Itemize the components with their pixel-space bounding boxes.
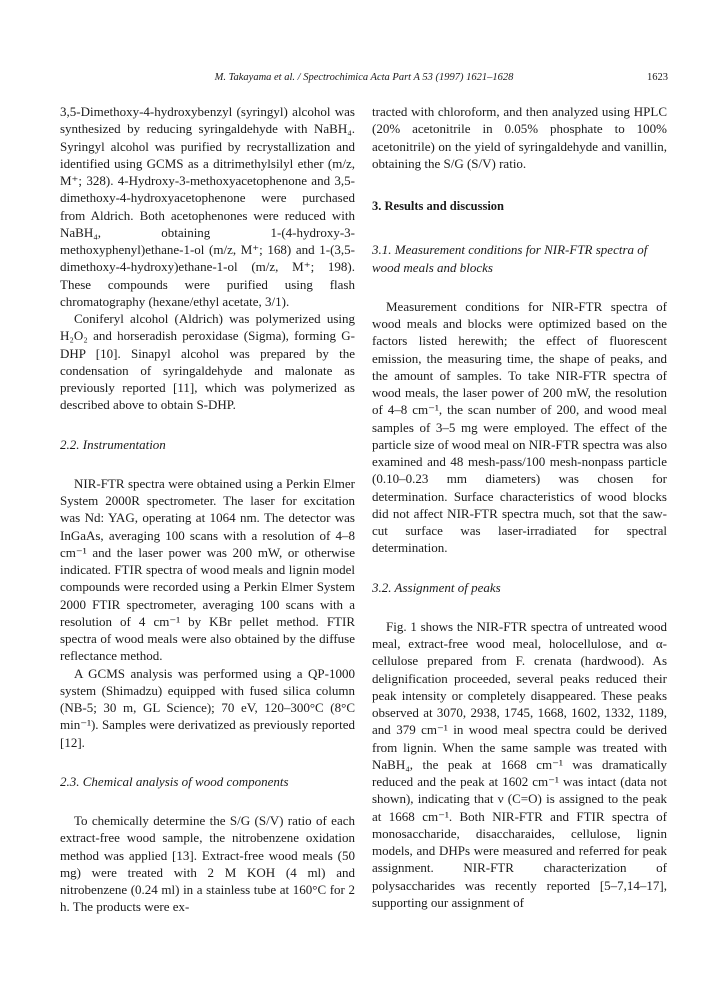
running-header: [60, 70, 668, 86]
paragraph-peak-assignment: Fig. 1 shows the NIR-FTR spectra of untreated wood meal, extract-free wood meal, holocellulose, and α-cellulose prepared from F. crenata (hardwood). As delignification proceeded, several peaks reduced their peak intensity or completely disappeared. These peaks observed at 3070, 2938, 1745, 1668, 1602, 1332, 1189, and 379 cm⁻¹ in wood meal spectra could be derived from lignin. When the same sample was treated with NaBH₄, the peak at 1668 cm⁻¹ was dramatically reduced and the peak at 1602 cm⁻¹ was intact (data not shown), indicating that ν (C=O) is assigned to the peak at 1668 cm⁻¹. Both NIR-FTR and FTIR spectra of monosaccharide, disaccharaides, cellulose, lignin models, and DHPs were measured and referred for peak assignment. NIR-FTR characterization of polysaccharides was recently reported [5–7,14–17], supporting our assignment of: [372, 618, 667, 910]
paragraph-syringyl-synthesis: 3,5-Dimethoxy-4-hydroxybenzyl (syringyl) alcohol was synthesized by reducing syringaldehyde with NaBH₄. Syringyl alcohol was purified by recrystallization and identified using GCMS as a ditrimethylsilyl ether (m/z, M⁺; 328). 4-Hydroxy-3-methoxyacetophenone and 3,5-dimethoxy-4-hydroxyacetophenone were purchased from Aldrich. Both acetophenones were reduced with NaBH₄, obtaining 1-(4-hydroxy-3-methoxyphenyl)ethane-1-ol (m/z, M⁺; 168) and 1-(3,5-dimethoxy-4-hydroxy)ethane-1-ol (m/z, M⁺; 198). These compounds were purified using flash chromatography (hexane/ethyl acetate, 3/1).: [60, 104, 355, 309]
paragraph-nitrobenzene-oxidation: To chemically determine the S/G (S/V) ratio of each extract-free wood sample, the nitrobenzene oxidation method was applied [13]. Extract-free wood meals (50 mg) were treated with 2 M KOH (4 ml) and nitrobenzene (0.24 ml) in a stainless tube at 160°C for 2 h. The products were ex-: [60, 813, 355, 915]
section-heading-instrumentation: 2.2. Instrumentation: [60, 436, 166, 452]
section-heading-measurement-conditions: 3.1. Measurement conditions for NIR-FTR spectra of wood meals and blocks: [372, 242, 648, 275]
section-heading-chemical-analysis: 2.3. Chemical analysis of wood components: [60, 773, 289, 789]
left-column: [60, 103, 355, 916]
paragraph-dhp-preparation: Coniferyl alcohol (Aldrich) was polymerized using H₂O₂ and horseradish peroxidase (Sigma), forming G-DHP [10]. Sinapyl alcohol was prepared by the condensation of syringaldehyde and malonate as previously reported [11], which was polymerized as described above to obtain S-DHP.: [60, 311, 355, 413]
paragraph-gcms: A GCMS analysis was performed using a QP-1000 system (Shimadzu) equipped with fused silica column (NB-5; 30 m, GL Science); 70 eV, 120–300°C (8°C min⁻¹). Samples were derivatized as previously reported [12].: [60, 665, 355, 750]
paragraph-measurement-conditions: Measurement conditions for NIR-FTR spectra of wood meals and blocks were optimized based on the factors listed herewith; the effect of fluorescent emission, the measuring time, the shape of peaks, and the amount of samples. To take NIR-FTR spectra of wood meals, the laser power of 200 mW, the resolution of 4–8 cm⁻¹, the scan number of 200, and wood meal samples of 3–5 mg were employed. The effect of the particle size of wood meal on NIR-FTR spectra was also examined and 48 mesh-pass/100 mesh-nonpass particle (0.10–0.23 mm diameters) was chosen for determination. Surface characteristics of wood blocks did not affect NIR-FTR spectra much, sot that the saw-cut surface was laser-irradiated for spectral determination.: [372, 298, 667, 556]
running-title: M. Takayama et al. / Spectrochimica Acta Part A 53 (1997) 1621–1628: [214, 72, 514, 83]
section-heading-results: 3. Results and discussion: [372, 199, 504, 213]
section-heading-peak-assignment: 3.2. Assignment of peaks: [372, 579, 501, 595]
right-column: [372, 103, 667, 911]
paragraph-nir-ftr-setup: NIR-FTR spectra were obtained using a Perkin Elmer System 2000R spectrometer. The laser for excitation was Nd: YAG, operating at 1064 nm. The detector was InGaAs, averaging 100 scans with a resolution of 4–8 cm⁻¹ and the laser power was 200 mW, or otherwise indicated. FTIR spectra of wood meals and lignin model compounds were recorded using a Perkin Elmer System 2000 FTIR spectrometer, averaging 100 scans with a resolution of 4 cm⁻¹ by KBr pellet method. FTIR spectra of wood meals were also obtained by the diffuse reflectance method.: [60, 475, 355, 664]
page-number: 1623: [647, 72, 668, 83]
paragraph-hplc-continuation: tracted with chloroform, and then analyzed using HPLC (20% acetonitrile in 0.05% phosphate to 100% acetonitrile) on the yield of syringaldehyde and vanillin, obtaining the S/G (S/V) ratio.: [372, 104, 667, 171]
